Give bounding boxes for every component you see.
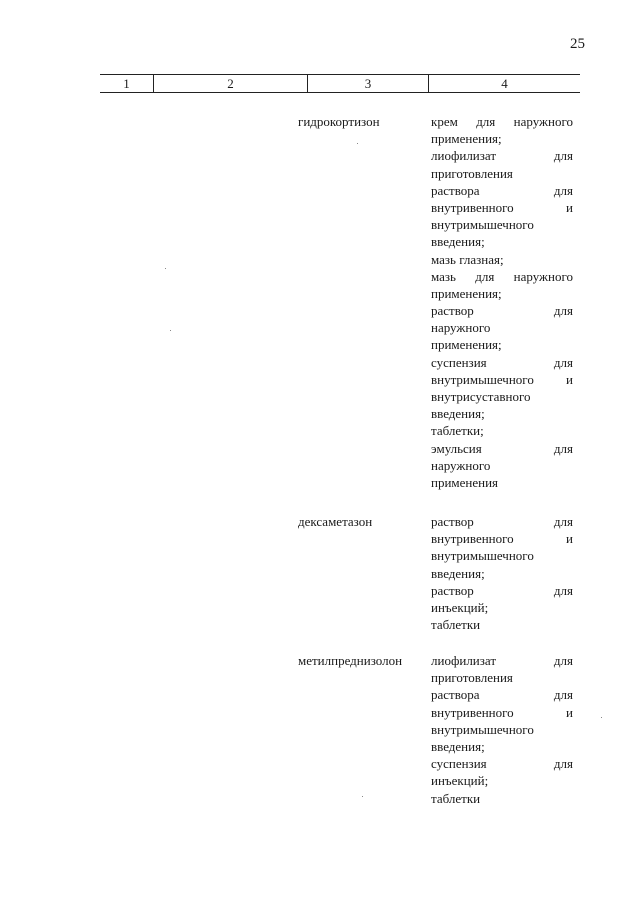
dosage-form-line bbox=[431, 704, 573, 721]
dosage-form-word: внутрисуставного bbox=[431, 389, 531, 404]
dosage-form-word: приготовления bbox=[431, 670, 513, 686]
dosage-form-line bbox=[431, 513, 573, 530]
drug-name: метилпреднизолон bbox=[298, 653, 403, 668]
dosage-form-line bbox=[431, 182, 573, 199]
dosage-form-word: для bbox=[553, 182, 573, 198]
dosage-form-line bbox=[431, 582, 573, 599]
dosage-form-word: введения; bbox=[431, 565, 485, 581]
dosage-form-line bbox=[431, 388, 573, 405]
dosage-form-word: для bbox=[476, 114, 496, 129]
dosage-form-line bbox=[431, 721, 573, 738]
dosage-form-line bbox=[431, 738, 573, 755]
dosage-form-word: введения; bbox=[431, 406, 485, 422]
dosage-form-word: для bbox=[553, 514, 573, 529]
dosage-form-word: и bbox=[566, 199, 573, 215]
dosage-form-word: внутривенного bbox=[431, 531, 514, 547]
dosage-form-word: наружного bbox=[513, 268, 573, 284]
dosage-form-word: инъекций; bbox=[431, 599, 489, 615]
dosage-form-word: применения; bbox=[431, 337, 502, 353]
dosage-form-word: раствор bbox=[431, 582, 474, 598]
dosage-form-word: инъекций; bbox=[431, 773, 489, 789]
drug-name: дексаметазон bbox=[298, 514, 373, 529]
dosage-forms bbox=[431, 652, 573, 807]
dosage-form-line bbox=[431, 199, 573, 216]
dosage-form-word: для bbox=[553, 303, 573, 319]
dosage-form-line bbox=[431, 422, 573, 439]
dosage-form-word: таблетки bbox=[431, 617, 481, 633]
dosage-form-word: суспензия bbox=[431, 756, 487, 772]
scan-speck bbox=[165, 268, 166, 269]
header-cell-2: 2 bbox=[153, 75, 307, 92]
dosage-form-line bbox=[431, 755, 573, 772]
dosage-form-word: мазь bbox=[431, 268, 456, 284]
dosage-form-line bbox=[431, 354, 573, 371]
dosage-form-line bbox=[431, 336, 573, 353]
dosage-form-word: приготовления bbox=[431, 165, 513, 181]
dosage-form-word: суспензия bbox=[431, 354, 487, 370]
dosage-form-word: крем bbox=[431, 114, 458, 129]
dosage-forms bbox=[431, 513, 573, 633]
dosage-form-line bbox=[431, 616, 573, 633]
dosage-form-line bbox=[431, 669, 573, 686]
dosage-form-line bbox=[431, 233, 573, 250]
dosage-form-line bbox=[431, 319, 573, 336]
dosage-form-word: для bbox=[553, 148, 573, 164]
dosage-form-line bbox=[431, 302, 573, 319]
dosage-form-line bbox=[431, 772, 573, 789]
dosage-form-line bbox=[431, 285, 573, 302]
dosage-form-word: применения bbox=[431, 474, 499, 490]
dosage-form-word: внутримышечного bbox=[431, 721, 534, 737]
dosage-form-word: эмульсия bbox=[431, 440, 482, 456]
dosage-form-line bbox=[431, 599, 573, 616]
dosage-form-word: наружного bbox=[431, 320, 491, 336]
dosage-form-line bbox=[431, 216, 573, 233]
dosage-form-word: введения; bbox=[431, 234, 485, 250]
drug-name: гидрокортизон bbox=[298, 114, 380, 129]
header-cell-1: 1 bbox=[123, 76, 130, 91]
dosage-form-word: для bbox=[553, 440, 573, 456]
dosage-form-line bbox=[431, 686, 573, 703]
dosage-form-word: таблетки; bbox=[431, 423, 484, 439]
dosage-form-line bbox=[431, 147, 573, 164]
dosage-form-word: раствора bbox=[431, 182, 480, 198]
header-cell-3: 3 bbox=[307, 75, 428, 92]
dosage-form-word: мазь глазная; bbox=[431, 251, 504, 267]
dosage-form-word: раствор bbox=[431, 303, 474, 319]
dosage-form-word: раствор bbox=[431, 514, 474, 529]
dosage-form-word: и bbox=[566, 371, 573, 387]
dosage-form-word: для bbox=[553, 582, 573, 598]
dosage-form-line bbox=[431, 113, 573, 130]
scan-speck bbox=[170, 330, 171, 331]
dosage-form-word: для bbox=[553, 354, 573, 370]
dosage-form-line bbox=[431, 405, 573, 422]
dosage-form-word: внутривенного bbox=[431, 199, 514, 215]
dosage-form-line bbox=[431, 165, 573, 182]
dosage-form-line bbox=[431, 251, 573, 268]
dosage-form-word: таблетки bbox=[431, 790, 481, 806]
dosage-form-line bbox=[431, 440, 573, 457]
dosage-form-word: внутримышечного bbox=[431, 371, 534, 387]
dosage-form-word: наружного bbox=[431, 457, 491, 473]
dosage-form-word: внутримышечного bbox=[431, 217, 534, 233]
dosage-form-line bbox=[431, 790, 573, 807]
dosage-form-word: лиофилизат bbox=[431, 148, 497, 164]
dosage-form-word: применения; bbox=[431, 131, 502, 147]
dosage-forms bbox=[431, 113, 573, 491]
dosage-form-word: для bbox=[553, 687, 573, 703]
dosage-form-word: для bbox=[475, 268, 495, 284]
dosage-form-line bbox=[431, 371, 573, 388]
dosage-form-word: наружного bbox=[513, 114, 573, 129]
dosage-form-line bbox=[431, 565, 573, 582]
dosage-form-word: внутривенного bbox=[431, 704, 514, 720]
dosage-form-word: лиофилизат bbox=[431, 653, 497, 668]
dosage-form-word: для bbox=[553, 756, 573, 772]
dosage-form-word: и bbox=[566, 704, 573, 720]
header-cell-4: 4 bbox=[428, 75, 580, 92]
dosage-form-line bbox=[431, 474, 573, 491]
dosage-form-word: применения; bbox=[431, 285, 502, 301]
dosage-form-word: и bbox=[566, 531, 573, 547]
scan-speck bbox=[362, 796, 363, 797]
scan-speck bbox=[601, 717, 602, 718]
page-number: 25 bbox=[570, 36, 585, 52]
dosage-form-line bbox=[431, 547, 573, 564]
dosage-form-line bbox=[431, 457, 573, 474]
dosage-form-word: внутримышечного bbox=[431, 548, 534, 564]
dosage-form-word: для bbox=[553, 653, 573, 668]
dosage-form-line bbox=[431, 268, 573, 285]
dosage-form-line bbox=[431, 530, 573, 547]
dosage-form-line bbox=[431, 130, 573, 147]
table-header-row bbox=[100, 74, 580, 93]
dosage-form-word: введения; bbox=[431, 738, 485, 754]
dosage-form-line bbox=[431, 652, 573, 669]
scan-speck bbox=[357, 143, 358, 144]
dosage-form-word: раствора bbox=[431, 687, 480, 703]
